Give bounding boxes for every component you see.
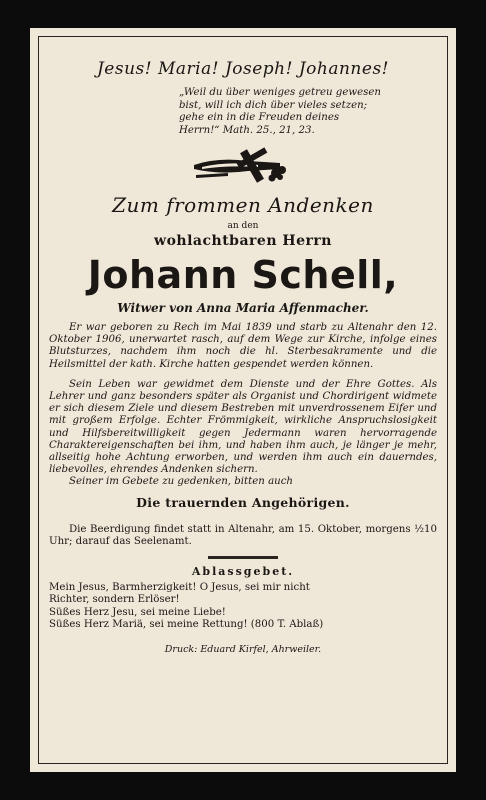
prayer-text — [49, 582, 437, 632]
quote-line: bist, will ich dich über vieles setzen; — [179, 99, 368, 111]
preposition-line: an den — [227, 221, 259, 231]
prayer-line: Richter, sondern Erlöser! — [49, 594, 180, 606]
cross-icon — [188, 143, 298, 187]
biography — [49, 322, 437, 489]
biography-paragraph: Sein Leben war gewidmet dem Dienste und der Ehre Gottes. Als Lehrer und ganz besonders später als Organist und Chordirigent widmete er sich diesem Ziele und diesem Bestreben mit unverdrossenem Eifer und mit großem Erfolge. Echter Frömmigkeit, wirkliche Anspruchslosigkeit und Hilfsbereitwilligkeit gegen Jedermann waren hervorragende Charaktereigenschaften bei ihm, und haben ihm auch, je länger je mehr, allseitig hohe Achtung erworben, und werden ihm auch ein dauerndes, liebevolles, ehrendes Andenken sichern. — [49, 378, 437, 476]
biography-paragraph: Seiner im Gebete zu gedenken, bitten auch — [69, 476, 293, 488]
bible-quote — [179, 87, 409, 137]
printer-credit: Druck: Eduard Kirfel, Ahrweiler. — [164, 643, 322, 655]
memorial-heading: Zum frommen Andenken — [112, 193, 374, 217]
invocation-heading: Jesus! Maria! Joseph! Johannes! — [96, 59, 390, 79]
quote-line: „Weil du über weniges getreu gewesen — [179, 87, 381, 98]
prayer-line: Süßes Herz Mariä, sei meine Rettung! (800 T. Ablaß) — [49, 619, 324, 631]
widow-line: Witwer von Anna Maria Affenmacher. — [117, 301, 369, 315]
funeral-notice: Die Beerdigung findet statt in Altenahr, am 15. Oktober, morgens ½10 Uhr; darauf das Seelenamt. — [49, 523, 437, 547]
memorial-card — [30, 28, 456, 772]
quote-line: gehe ein in die Freuden deines — [179, 112, 340, 123]
cross-emblem — [49, 143, 437, 187]
biography-paragraph: Er war geboren zu Rech im Mai 1839 und starb zu Altenahr den 12. Oktober 1906, unerwartet rasch, auf dem Wege zur Kirche, infolge eines Blutsturzes, nachdem ihm noch die hl. Sterbesakramente und die Heilsmittel der kath. Kirche hatten gespendet werden können. — [49, 322, 437, 370]
divider — [208, 556, 278, 559]
prayer-title: Ablassgebet. — [191, 565, 295, 579]
honorific-line: wohlachtbaren Herrn — [154, 233, 332, 249]
prayer-line: Süßes Herz Jesu, sei meine Liebe! — [49, 606, 226, 618]
quote-line: Herrn!“ Math. 25., 21, 23. — [179, 124, 315, 136]
family-signoff: Die trauernden Angehörigen. — [136, 494, 350, 510]
prayer-line: Mein Jesus, Barmherzigkeit! O Jesus, sei mir nicht — [49, 582, 310, 594]
card-frame — [38, 36, 448, 764]
deceased-name: Johann Schell, — [87, 253, 399, 297]
